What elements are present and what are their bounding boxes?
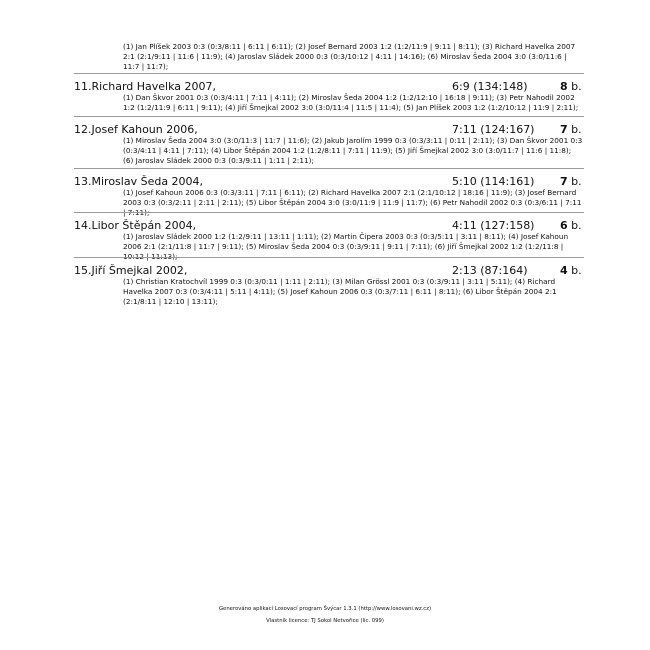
player-matches: (1) Josef Kahoun 2006 0:3 (0:3/3:11 | 7:11 | 6:11); (2) Richard Havelka 2007 2:1 (2:1/10:12 | 18:16 | 11:9); (3) Josef Bernard 2003 0:3 (0:3/2:11 | 2:11 | 2:11); (5) Libor Štěpán 2004 3:0 (3:0/11:9 | 11:9 | 11:7); (6) Petr Nahodil 2002 0:3 (0:3/6:11 | 7:11 | 7:11); — [123, 188, 582, 217]
player-score: 2:13 (87:164) — [452, 264, 528, 277]
player-score: 7:11 (124:167) — [452, 123, 535, 136]
standings-entry-12 — [74, 116, 584, 166]
player-name: 13.Miroslav Šeda 2004, — [74, 175, 204, 188]
separator-line — [74, 73, 584, 74]
separator-line — [74, 212, 584, 213]
player-score: 4:11 (127:158) — [452, 219, 535, 232]
player-matches: (1) Dan Škvor 2001 0:3 (0:3/4:11 | 7:11 | 4:11); (2) Miroslav Šeda 2004 1:2 (1:2/12:10 | 16:18 | 9:11); (3) Petr Nahodil 2002 1:2 (1:2/11:9 | 6:11 | 9:11); (4) Jiří Šmejkal 2002 3:0 (3:0/11:4 | 11:5 | 11:4); (5) Jan Plíšek 2003 1:2 (1:2/10:12 | 11:9 | 2:11); — [123, 93, 579, 112]
previous-entry-matches: (1) Jan Plíšek 2003 0:3 (0:3/8:11 | 6:11 | 6:11); (2) Josef Bernard 2003 1:2 (1:2/11:9 | 9:11 | 8:11); (3) Richard Havelka 2007 2:1 (2:1/9:11 | 11:6 | 11:9); (4) Jaroslav Sládek 2000 0:3 (0:3/10:12 | 4:11 | 14:16); (6) Miroslav Šeda 2004 3:0 (3:0/11:6 | 11:7 | 11:7); — [123, 42, 576, 71]
separator-line — [74, 116, 584, 117]
player-matches: (1) Jaroslav Sládek 2000 1:2 (1:2/9:11 | 13:11 | 1:11); (2) Martin Čipera 2003 0:3 (0:3/5:11 | 3:11 | 8:11); (4) Josef Kahoun 2006 2:1 (2:1/11:8 | 11:7 | 9:11); (5) Miroslav Šeda 2004 0:3 (0:3/9:11 | 9:11 | 7:11); (6) Jiří Šmejkal 2002 1:2 (1:2/11:8 | 10:12 | 11:13); — [123, 232, 569, 261]
standings-entry-15 — [74, 257, 584, 307]
separator-line — [74, 168, 584, 169]
player-name: 15.Jiří Šmejkal 2002, — [74, 264, 188, 277]
standings-entry-13 — [74, 168, 584, 218]
player-points: 6 b. — [560, 219, 582, 232]
footer-license: Vlastník licence: TJ Sokol Netvořice (lic. 099) — [266, 618, 384, 624]
footer-generated-by: Generováno aplikací Losovací program Švýcar 1.3.1 (http://www.losovani.wz.cz) — [218, 606, 432, 612]
player-points: 4 b. — [560, 264, 582, 277]
player-points: 7 b. — [560, 175, 582, 188]
standings-entry-11 — [74, 73, 584, 113]
player-score: 6:9 (134:148) — [452, 80, 528, 93]
standings-entry-14 — [74, 212, 584, 262]
player-points: 7 b. — [560, 123, 582, 136]
player-name: 14.Libor Štěpán 2004, — [74, 219, 197, 232]
player-score: 5:10 (114:161) — [452, 175, 535, 188]
player-matches: (1) Christian Kratochvíl 1999 0:3 (0:3/0:11 | 1:11 | 2:11); (3) Milan Grössl 2001 0:3 (0:3/9:11 | 3:11 | 5:11); (4) Richard Havelka 2007 0:3 (0:3/4:11 | 5:11 | 4:11); (5) Josef Kahoun 2006 0:3 (0:3/7:11 | 6:11 | 8:11); (6) Libor Štěpán 2004 2:1 (2:1/8:11 | 12:10 | 13:11); — [123, 277, 557, 306]
player-matches: (1) Miroslav Šeda 2004 3:0 (3:0/11:3 | 11:7 | 11:6); (2) Jakub Jarolím 1999 0:3 (0:3/3:11 | 0:11 | 2:11); (3) Dan Škvor 2001 0:3 (0:3/4:11 | 4:11 | 7:11); (4) Libor Štěpán 2004 1:2 (1:2/8:11 | 7:11 | 11:9); (5) Jiří Šmejkal 2002 3:0 (3:0/11:7 | 11:6 | 11:8); (6) Jaroslav Sládek 2000 0:3 (0:3/9:11 | 1:11 | 2:11); — [123, 136, 583, 165]
separator-line — [74, 257, 584, 258]
player-points: 8 b. — [560, 80, 582, 93]
player-name: 12.Josef Kahoun 2006, — [74, 123, 198, 136]
player-name: 11.Richard Havelka 2007, — [74, 80, 217, 93]
